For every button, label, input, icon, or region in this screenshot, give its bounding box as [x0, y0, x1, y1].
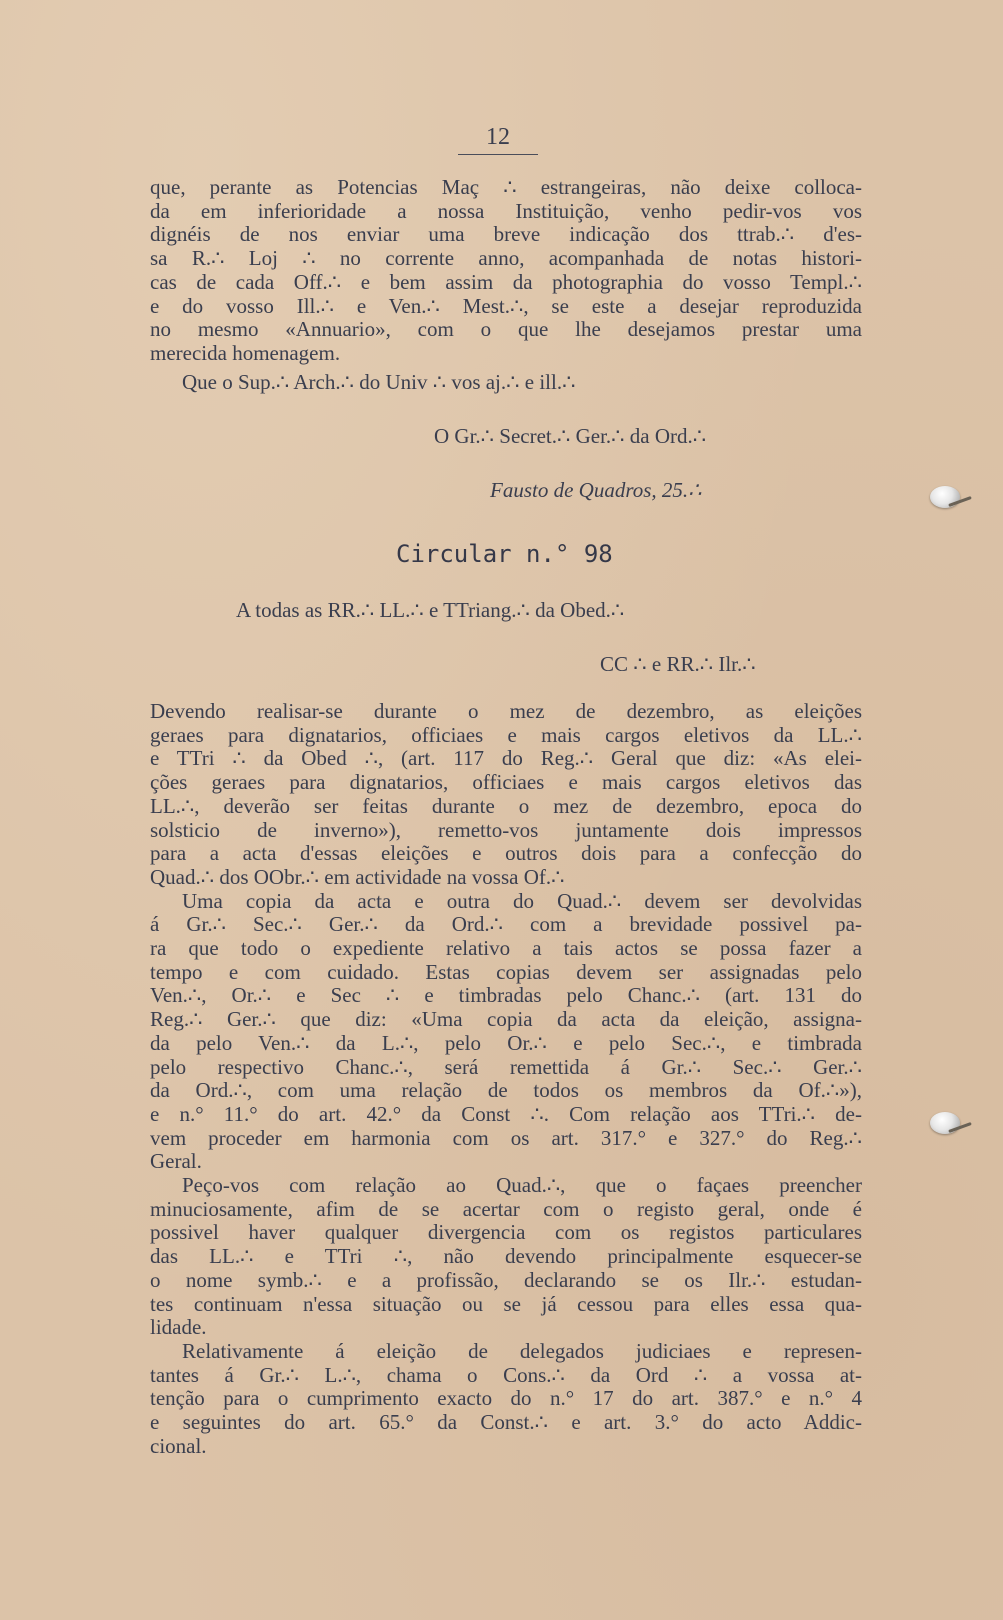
circular-body — [150, 700, 862, 1459]
signature-title: O Gr.∴ Secret.∴ Ger.∴ da Ord.∴ — [434, 424, 707, 448]
body-paragraph — [150, 700, 862, 890]
page-number: 12 — [486, 124, 510, 150]
text-line: pelo respectivo Chanc.∴, será remettida á Gr.∴ Sec.∴ Ger.∴ — [150, 1054, 862, 1079]
text-line: ções geraes para dignatarios, officiaes e mais cargos eletivos das — [150, 770, 862, 795]
pin-icon — [930, 486, 974, 516]
body-paragraph — [150, 1174, 862, 1340]
text-line: Peço-vos com relação ao Quad.∴, que o façaes preencher — [182, 1173, 862, 1198]
text-line: da Ord.∴, com uma relação de todos os membros da Of.∴»), — [150, 1078, 862, 1103]
text-line: possivel haver qualquer divergencia com os registos particulares — [150, 1220, 862, 1245]
text-line: tantes á Gr.∴ L.∴, chama o Cons.∴ da Ord ∴ a vossa at- — [150, 1362, 862, 1387]
text-line: tes continuam n'essa situação ou se já cessou para elles essa qua- — [150, 1291, 862, 1316]
text-line: da em inferioridade a nossa Instituição, venho pedir-vos vos — [150, 198, 862, 223]
signature-name: Fausto de Quadros, 25.∴ — [490, 478, 702, 502]
text-line: Relativamente á eleição de delegados judiciaes e represen- — [182, 1338, 862, 1363]
body-paragraph — [150, 1340, 862, 1459]
text-line: Reg.∴ Ger.∴ que diz: «Uma copia da acta da eleição, assigna- — [150, 1007, 862, 1032]
address-line: A todas as RR.∴ LL.∴ e TTriang.∴ da Obed.∴ — [236, 598, 625, 622]
text-line: LL.∴, deverão ser feitas durante o mez de dezembro, epoca do — [150, 793, 862, 818]
text-line: tempo e com cuidado. Estas copias devem ser assignadas pelo — [150, 959, 862, 984]
text-line: das LL.∴ e TTri ∴, não devendo principalmente esquecer-se — [150, 1244, 862, 1269]
body-paragraph — [150, 890, 862, 1174]
text-line: minuciosamente, afim de se acertar com o registo geral, onde é — [150, 1196, 862, 1221]
text-line: Ven.∴, Or.∴ e Sec ∴ e timbradas pelo Chanc.∴ (art. 131 do — [150, 983, 862, 1008]
text-line: Geral. — [150, 1149, 202, 1174]
closing-line: Que o Sup.∴ Arch.∴ do Univ ∴ vos aj.∴ e ill.∴ — [182, 370, 576, 394]
text-line: o nome symb.∴ e a profissão, declarando se os Ilr.∴ estudan- — [150, 1267, 862, 1292]
text-line: para a acta d'essas eleições e outros dois para a confecção do — [150, 841, 862, 866]
text-line: dignéis de nos enviar uma breve indicação dos ttrab.∴ d'es- — [150, 222, 862, 247]
text-line: que, perante as Potencias Maç ∴ estrangeiras, não deixe colloca- — [150, 175, 862, 199]
text-line: cas de cada Off.∴ e bem assim da photographia do vosso Templ.∴ — [150, 269, 862, 294]
text-line: e TTri ∴ da Obed ∴, (art. 117 do Reg.∴ Geral que diz: «As elei- — [150, 746, 862, 771]
text-line: ra que todo o expediente relativo a tais actos se possa fazer a — [150, 936, 862, 961]
text-line: sa R.∴ Loj ∴ no corrente anno, acompanhada de notas histori- — [150, 246, 862, 271]
text-line: tenção para o cumprimento exacto do n.° 17 do art. 387.° e n.° 4 — [150, 1386, 862, 1411]
text-line: lidade. — [150, 1315, 207, 1340]
text-line: Quad.∴ dos OObr.∴ em actividade na vossa Of.∴ — [150, 864, 565, 889]
page-number-rule — [458, 154, 538, 155]
text-line: e n.° 11.° do art. 42.° da Const ∴. Com relação aos TTri.∴ de- — [150, 1101, 862, 1126]
text-line: da pelo Ven.∴ da L.∴, pelo Or.∴ e pelo Sec.∴, e timbrada — [150, 1030, 862, 1055]
text-line: Uma copia da acta e outra do Quad.∴ devem ser devolvidas — [182, 888, 862, 913]
text-line: vem proceder em harmonia com os art. 317.° e 327.° do Reg.∴ — [150, 1125, 862, 1150]
text-line: Devendo realisar-se durante o mez de dezembro, as eleições — [150, 699, 862, 723]
text-line: cional. — [150, 1433, 207, 1458]
salutation: CC ∴ e RR.∴ Ilr.∴ — [600, 652, 756, 676]
text-line: solsticio de inverno»), remetto-vos juntamente dois impressos — [150, 817, 862, 842]
text-line: merecida homenagem. — [150, 340, 341, 365]
text-line: á Gr.∴ Sec.∴ Ger.∴ da Ord.∴ com a brevidade possivel pa- — [150, 912, 862, 937]
pin-icon — [930, 1112, 974, 1142]
text-line: no mesmo «Annuario», com o que lhe desejamos prestar uma — [150, 317, 862, 342]
circular-heading: Circular n.° 98 — [396, 540, 613, 568]
text-line: geraes para dignatarios, officiaes e mais cargos eletivos da LL.∴ — [150, 722, 862, 747]
intro-paragraph — [150, 176, 862, 366]
text-line: e seguintes do art. 65.° da Const.∴ e art. 3.° do acto Addic- — [150, 1410, 862, 1435]
text-line: e do vosso Ill.∴ e Ven.∴ Mest.∴, se este a desejar reproduzida — [150, 293, 862, 318]
